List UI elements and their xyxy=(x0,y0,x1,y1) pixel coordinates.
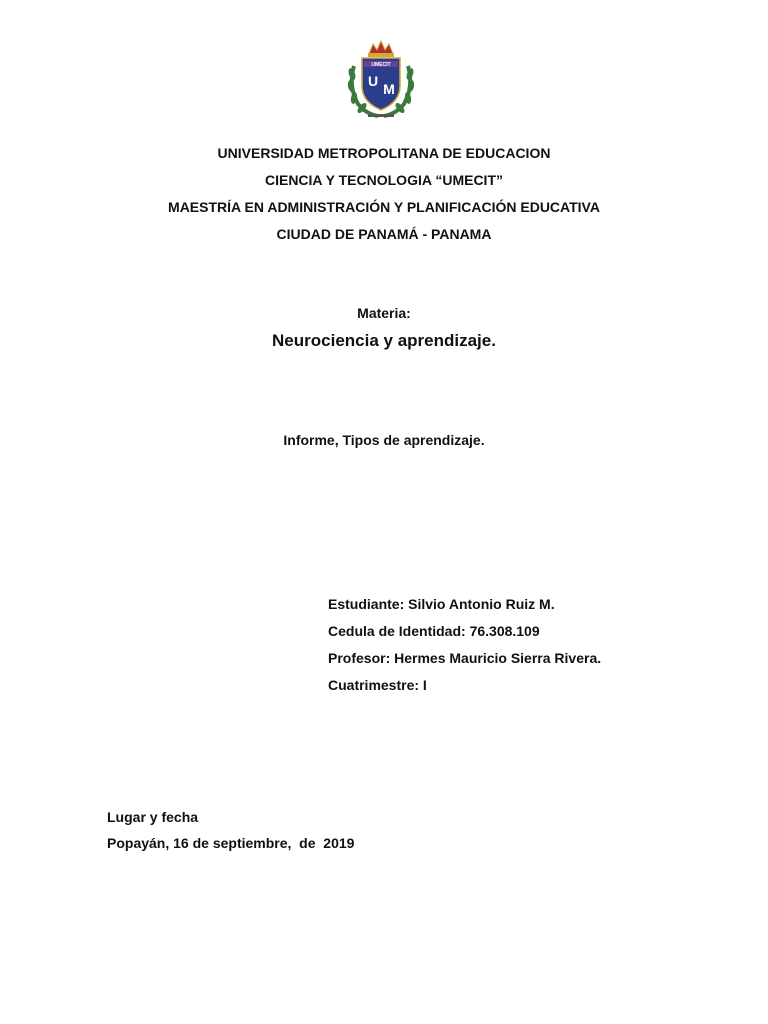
subject-name: Neurociencia y aprendizaje. xyxy=(272,331,496,350)
professor-name: Profesor: Hermes Mauricio Sierra Rivera. xyxy=(328,650,602,666)
place-date-value: Popayán, 16 de septiembre, de 2019 xyxy=(107,835,355,851)
student-name: Estudiante: Silvio Antonio Ruiz M. xyxy=(328,596,555,612)
place-date-label: Lugar y fecha xyxy=(107,809,199,825)
student-id: Cedula de Identidad: 76.308.109 xyxy=(328,623,540,639)
place-and-date xyxy=(107,806,607,858)
university-subtitle: CIENCIA Y TECNOLOGIA “UMECIT” xyxy=(264,172,503,188)
report-title: Informe, Tipos de aprendizaje. xyxy=(283,432,485,448)
institution-header xyxy=(0,142,768,250)
city-country: CIUDAD DE PANAMÁ - PANAMA xyxy=(276,226,492,242)
program-name: MAESTRÍA EN ADMINISTRACIÓN Y PLANIFICACIÓN EDUCATIVA xyxy=(168,199,600,215)
umecit-crest-icon xyxy=(344,36,418,122)
university-logo xyxy=(344,36,418,122)
term: Cuatrimestre: I xyxy=(328,677,427,693)
svg-text:UMECIT: UMECIT xyxy=(371,62,391,68)
subject-label: Materia: xyxy=(357,305,411,321)
student-info xyxy=(328,593,748,701)
svg-text:U: U xyxy=(367,73,379,89)
svg-text:M: M xyxy=(383,81,395,97)
university-name: UNIVERSIDAD METROPOLITANA DE EDUCACION xyxy=(217,145,551,161)
